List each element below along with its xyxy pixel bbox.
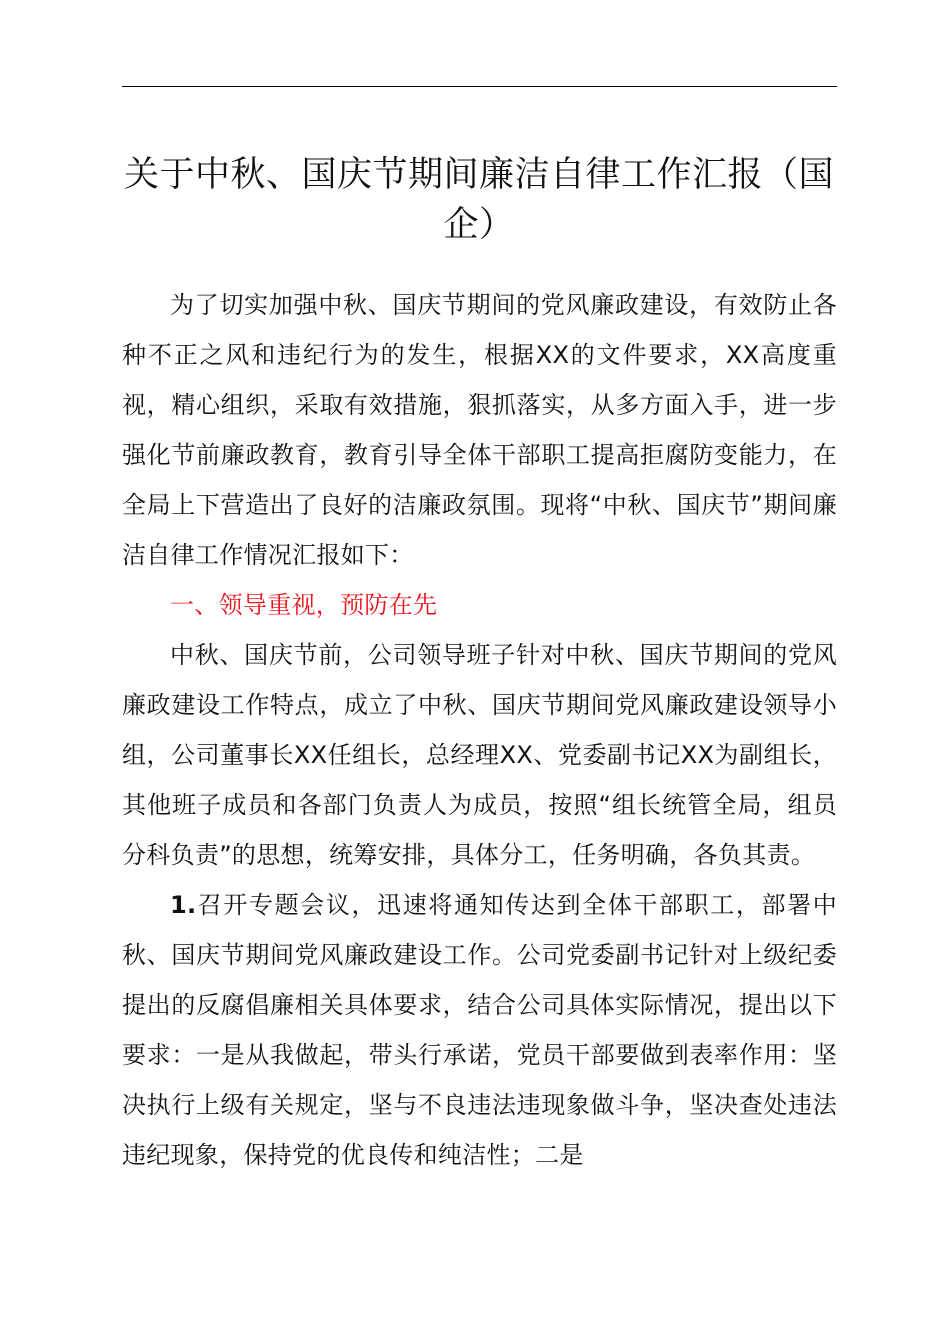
header-rule xyxy=(122,86,837,87)
item-1-number: 1. xyxy=(170,891,197,919)
item-1-text: 召开专题会议，迅速将通知传达到全体干部职工，部署中秋、国庆节期间党风廉政建设工作。公司党委副书记针对上级纪委提出的反腐倡廉相关具体要求，结合公司具体实际情况，提出以下要求：一是从我做起，带头行承诺，党员干部要做到表率作用：坚决执行上级有关规定，坚与不良违法违现象做斗争，坚决查处违法违纪现象，保持党的优良传和纯洁性；二是 xyxy=(122,891,837,1169)
section-1-paragraph: 中秋、国庆节前，公司领导班子针对中秋、国庆节期间的党风廉政建设工作特点，成立了中秋、国庆节期间党风廉政建设领导小组，公司董事长XX任组长，总经理XX、党委副书记XX为副组长，其他班子成员和各部门负责人为成员，按照“组长统管全局，组员分科负责”的思想，统筹安排，具体分工，任务明确，各负其责。 xyxy=(122,641,837,869)
section-1-heading: 一、领导重视，预防在先 xyxy=(170,591,438,619)
intro-paragraph: 为了切实加强中秋、国庆节期间的党风廉政建设，有效防止各种不正之风和违纪行为的发生，根据XX的文件要求，XX高度重视，精心组织，采取有效措施，狠抓落实，从多方面入手，进一步强化节前廉政教育，教育引导全体干部职工提高拒腐防变能力，在全局上下营造出了良好的洁廉政氛围。现将“中秋、国庆节”期间廉洁自律工作情况汇报如下： xyxy=(122,291,837,569)
item-1-paragraph xyxy=(122,880,837,1180)
document-title: 关于中秋、国庆节期间廉洁自律工作汇报（国企） xyxy=(123,155,834,245)
document-body xyxy=(122,280,837,1180)
